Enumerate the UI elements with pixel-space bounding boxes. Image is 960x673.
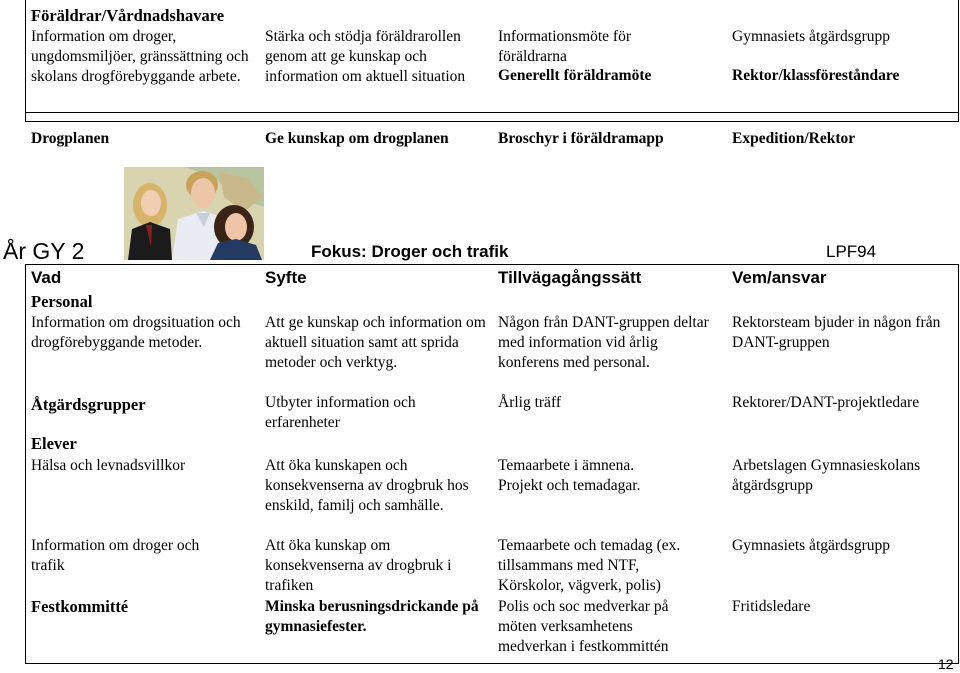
festkommitte-tillvaga: Polis och soc medverkar på möten verksamhetens medverkan i festkommittén xyxy=(498,598,669,655)
main-table-bottom-border xyxy=(25,663,959,664)
personal-vem: Rektorsteam bjuder in någon från DANT-gruppen xyxy=(732,314,941,351)
elever-row1-vad: Hälsa och levnadsvillkor xyxy=(31,457,186,474)
section-title-personal: Personal xyxy=(31,292,93,311)
focus-title: Fokus: Droger och trafik xyxy=(311,242,509,261)
personal-vad: Information om drogsituation och drogförebyggande metoder. xyxy=(31,314,241,351)
section-title-festkommitte: Festkommitté xyxy=(31,597,129,616)
section-title-atgardsgrupper: Åtgärdsgrupper xyxy=(31,395,146,414)
drogplanen-vad: Drogplanen xyxy=(31,130,110,147)
foraldrar-tillvaga-bold: Generellt föräldramöte xyxy=(498,67,652,84)
main-table-left-border xyxy=(25,264,26,664)
drogplanen-tillvaga: Broschyr i föräldramapp xyxy=(498,130,664,147)
column-header-vad: Vad xyxy=(31,268,62,287)
elever-row1-syfte: Att öka kunskapen och konsekvenserna av drogbruk hos enskild, familj och samhälle. xyxy=(265,457,469,514)
foraldrar-tillvaga: Informationsmöte för föräldrarna xyxy=(498,28,632,65)
drogplanen-vem: Expedition/Rektor xyxy=(732,130,856,147)
atgardsgrupper-vem: Rektorer/DANT-projektledare xyxy=(732,394,920,411)
top-table-bottom-border xyxy=(25,121,959,122)
section-title-elever: Elever xyxy=(31,434,77,453)
elever-row2-vad: Information om droger och trafik xyxy=(31,537,200,574)
elever-row1-tillvaga: Temaarbete i ämnena. Projekt och temadagar. xyxy=(498,457,641,494)
year-label: År GY 2 xyxy=(3,238,85,264)
section-title-foraldrar: Föräldrar/Vårdnadshavare xyxy=(31,6,225,25)
top-table-right-border xyxy=(958,0,959,122)
elever-row1-vem: Arbetslagen Gymnasieskolans åtgärdsgrupp xyxy=(732,457,921,494)
curriculum-code: LPF94 xyxy=(826,242,877,261)
column-header-tillvaga: Tillvägagångssätt xyxy=(498,268,642,287)
column-header-syfte: Syfte xyxy=(265,268,307,287)
elever-row2-syfte: Att öka kunskap om konsekvenserna av drogbruk i trafiken xyxy=(265,537,452,594)
foraldrar-syfte: Stärka och stödja föräldrarollen genom att ge kunskap och information om aktuell situation xyxy=(265,28,466,85)
foraldrar-vem: Gymnasiets åtgärdsgrupp xyxy=(732,28,890,45)
personal-tillvaga: Någon från DANT-gruppen deltar med information vid årlig konferens med personal. xyxy=(498,314,709,371)
elever-row2-tillvaga: Temaarbete och temadag (ex. tillsammans med NTF, Körskolor, vägverk, polis) xyxy=(498,537,681,594)
elever-row2-vem: Gymnasiets åtgärdsgrupp xyxy=(732,537,890,554)
main-table-top-border xyxy=(25,264,959,265)
atgardsgrupper-tillvaga: Årlig träff xyxy=(498,394,561,411)
drogplanen-syfte: Ge kunskap om drogplanen xyxy=(265,130,449,147)
top-table-divider xyxy=(25,112,959,113)
column-header-vem: Vem/ansvar xyxy=(732,268,827,287)
festkommitte-vem: Fritidsledare xyxy=(732,598,811,615)
main-table-right-border xyxy=(958,264,959,664)
top-table-left-border xyxy=(25,0,26,122)
atgardsgrupper-syfte: Utbyter information och erfarenheter xyxy=(265,394,416,431)
page-number: 12 xyxy=(938,656,954,672)
festkommitte-syfte: Minska berusningsdrickande på gymnasiefester. xyxy=(265,598,479,635)
foraldrar-vem-bold: Rektor/klassföreståndare xyxy=(732,67,900,84)
students-photo xyxy=(124,167,264,260)
personal-syfte: Att ge kunskap och information om aktuell situation samt att sprida metoder och verktyg. xyxy=(265,314,486,371)
foraldrar-vad: Information om droger, ungdomsmiljöer, gränssättning och skolans drogförebyggande arbete. xyxy=(31,28,249,85)
